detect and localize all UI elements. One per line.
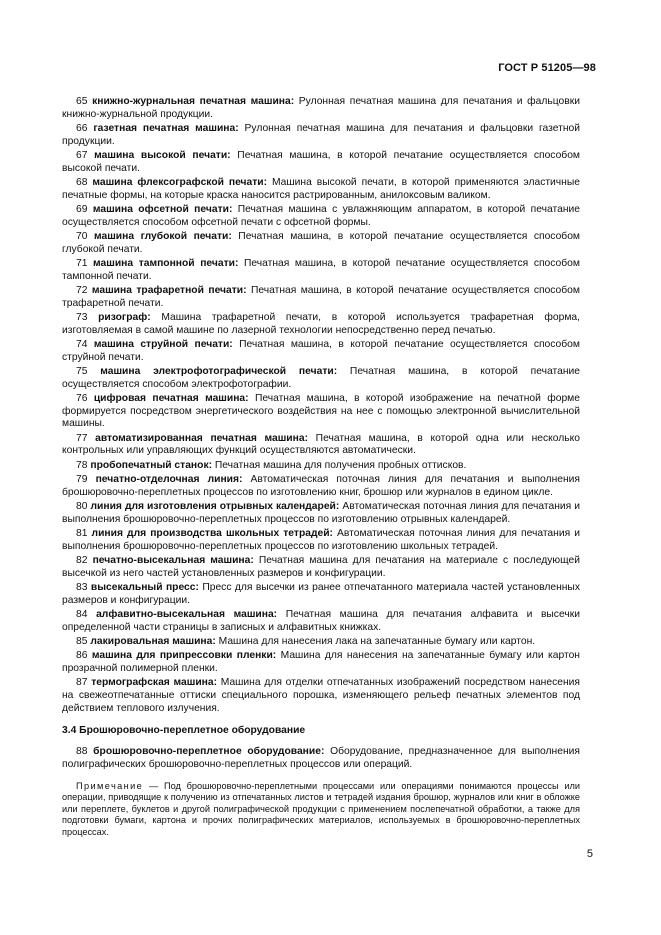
document-code: ГОСТ Р 51205—98 — [498, 62, 596, 74]
term-definition: Печатная машина, в которой печатание осуществляется способом глубокой печати. — [62, 231, 580, 255]
term-definition: Машина для нанесения на запечатанные бумагу или картон прозрачной полимерной пленки. — [62, 650, 580, 674]
term-number: 79 — [76, 474, 88, 485]
term-definition: Печатная машина, в которой печатание осуществляется способом тампонной печати. — [62, 258, 580, 282]
term-number: 83 — [76, 582, 88, 593]
term-definition: Печатная машина для печатания алфавита и высечки определенной части страницы в записных и алфавитных книжках. — [62, 609, 580, 633]
term-definition: Печатная машина для печатания на материале с последующей высечкой из него частей установленных размеров и конфигурации. — [62, 555, 580, 579]
term-definition: Печатная машина для получения пробных оттисков. — [212, 459, 467, 471]
term-entry-76 — [62, 393, 580, 431]
term-number: 84 — [76, 609, 88, 620]
term-entry-65 — [62, 96, 580, 121]
term-entry-72 — [62, 285, 580, 310]
term-name: брошюровочно-переплетное оборудование: — [93, 746, 325, 758]
term-name: машина тампонной печати: — [93, 258, 239, 269]
note-text: — Под брошюровочно-переплетными процессами или операциями понимаются процессы или операции, приводящие к получению из отпечатанных листов и тетрадей издания брошюр, журналов или книг в обложке или переплете, буклетов и другой полиграфической продукции с применением послепечатной обработки, а также для подготовки бумаги, картона и прочих полиграфических материалов, используемых в брошюровочно-переплетных процессах. — [62, 780, 580, 837]
term-list — [62, 96, 580, 715]
term-definition: Автоматическая поточная линия для печатания и выполнения брошюровочно-переплетных процессов по изготовлению школьных тетрадей. — [62, 528, 580, 552]
term-name: машина для припрессовки пленки: — [91, 650, 277, 662]
term-name: машина глубокой печати: — [94, 231, 232, 242]
term-definition: Автоматическая поточная линия для печатания и выполнения брошюровочно-переплетных процессов по изготовлению книг, брошюр или журналов в едином цикле. — [62, 474, 580, 498]
term-definition: Машина для нанесения лака на запечатанные бумагу или картон. — [215, 636, 536, 647]
term-number: 88 — [76, 746, 88, 758]
term-entry-67 — [62, 150, 580, 175]
term-entry-82 — [62, 555, 580, 580]
term-name: книжно-журнальная печатная машина: — [92, 96, 295, 107]
term-number: 71 — [76, 258, 88, 269]
term-definition: Машина для отделки отпечатанных изображений посредством нанесения на свежеотпечатанные оттиски специального порошка, изменяющего рельеф печатных элементов под действием теплового излучения. — [62, 677, 580, 714]
term-name: печатно-отделочная линия: — [95, 474, 243, 485]
term-entry-73 — [62, 312, 580, 337]
term-number: 82 — [76, 555, 88, 566]
term-definition: Машина трафаретной печати, в которой используется трафаретная форма, изготовляемая в самой машине по лазерной технологии непосредственно перед печатью. — [62, 312, 580, 336]
term-name: пробопечатный станок: — [90, 459, 213, 471]
term-number: 68 — [76, 177, 88, 188]
term-name: газетная печатная машина: — [93, 123, 239, 134]
term-number: 78 — [76, 459, 88, 471]
term-name: алфавитно-высекальная машина: — [96, 609, 278, 620]
term-entry-74 — [62, 339, 580, 364]
term-entry-71 — [62, 258, 580, 283]
term-definition: Печатная машина, в которой печатание осуществляется способом трафаретной печати. — [62, 285, 580, 309]
term-definition: Машина высокой печати, в которой применяются эластичные печатные формы, на которые краска наносится растрированным, анилоксовым валиком. — [62, 177, 580, 201]
term-definition: Печатная машина, в которой печатание осуществляется способом электрофотографии. — [62, 366, 580, 390]
term-entry-79 — [62, 474, 580, 499]
term-name: лакировальная машина: — [90, 636, 216, 647]
term-definition: Оборудование, предназначенное для выполнения полиграфических брошюровочно-переплетных процессов или операций. — [62, 746, 580, 770]
term-name: машина офсетной печати: — [92, 204, 233, 215]
term-name: высекальный пресс: — [90, 582, 199, 593]
term-number: 67 — [76, 150, 88, 161]
term-entry-88 — [62, 746, 580, 771]
term-definition: Рулонная печатная машина для печатания и фальцовки книжно-журнальной продукции. — [62, 96, 580, 120]
term-entry-69 — [62, 204, 580, 229]
term-name: машина высокой печати: — [94, 150, 231, 161]
term-number: 86 — [76, 650, 88, 662]
term-name: машина трафаретной печати: — [91, 285, 247, 296]
term-definition: Рулонная печатная машина для печатания и фальцовки газетной продукции. — [62, 123, 580, 147]
term-entry-85 — [62, 636, 580, 649]
term-entry-87 — [62, 677, 580, 715]
term-number: 65 — [76, 96, 88, 107]
term-name: термографская машина: — [91, 677, 218, 689]
term-number: 73 — [76, 312, 88, 323]
term-definition: Печатная машина, в которой изображение на печатной форме формируется посредством энергетического воздействия на нее с помощью электронной вычислительной машины. — [62, 393, 580, 430]
term-number: 72 — [76, 285, 88, 296]
term-number: 75 — [76, 366, 88, 377]
term-number: 85 — [76, 636, 88, 647]
term-entry-83 — [62, 582, 580, 607]
term-entry-66 — [62, 123, 580, 148]
term-name: машина электрофотографической печати: — [100, 366, 338, 377]
note-label: Примечание — [76, 780, 144, 791]
term-number: 80 — [76, 501, 88, 512]
term-definition: Печатная машина, в которой одна или несколько контрольных или управляющих функций осуществляются автоматически. — [62, 432, 580, 457]
term-name: автоматизированная печатная машина: — [95, 432, 309, 444]
term-entry-75 — [62, 366, 580, 391]
term-number: 70 — [76, 231, 88, 242]
note-paragraph — [62, 781, 580, 839]
term-name: печатно-высекальная машина: — [92, 555, 254, 566]
term-name: машина флексографской печати: — [92, 177, 268, 188]
term-name: машина струйной печати: — [93, 339, 233, 350]
section-title: 3.4 Брошюровочно-переплетное оборудование — [62, 725, 306, 737]
term-number: 69 — [76, 204, 88, 215]
term-definition: Печатная машина, в которой печатание осуществляется способом струйной печати. — [62, 339, 580, 363]
term-definition: Печатная машина, в которой печатание осуществляется способом высокой печати. — [62, 150, 580, 174]
term-definition: Пресс для высечки из ранее отпечатанного материала частей установленных размеров и конфигурации. — [62, 582, 580, 606]
term-number: 66 — [76, 123, 88, 134]
page-number: 5 — [586, 848, 593, 860]
term-number: 74 — [76, 339, 88, 350]
term-entry-86 — [62, 650, 580, 675]
term-name: цифровая печатная машина: — [93, 393, 249, 404]
term-name: линия для изготовления отрывных календарей: — [90, 501, 340, 512]
term-number: 87 — [76, 677, 88, 689]
term-entry-80 — [62, 501, 580, 526]
term-number: 81 — [76, 528, 88, 539]
term-definition: Печатная машина с увлажняющим аппаратом, в которой печатание осуществляется способом офсетной печати с офсетной формы. — [62, 204, 580, 228]
term-number: 76 — [76, 393, 88, 404]
term-entry-84 — [62, 609, 580, 634]
term-entry-78 — [62, 460, 580, 473]
term-entry-77 — [62, 433, 580, 458]
document-body — [62, 96, 580, 848]
term-entry-68 — [62, 177, 580, 202]
term-entry-81 — [62, 528, 580, 553]
term-number: 77 — [76, 432, 88, 444]
term-name: ризограф: — [98, 312, 151, 323]
term-definition: Автоматическая поточная линия для печатания и выполнения брошюровочно-переплетных процессов по изготовлению отрывных календарей. — [62, 501, 580, 525]
term-entry-70 — [62, 231, 580, 256]
term-name: линия для производства школьных тетрадей: — [91, 528, 333, 539]
